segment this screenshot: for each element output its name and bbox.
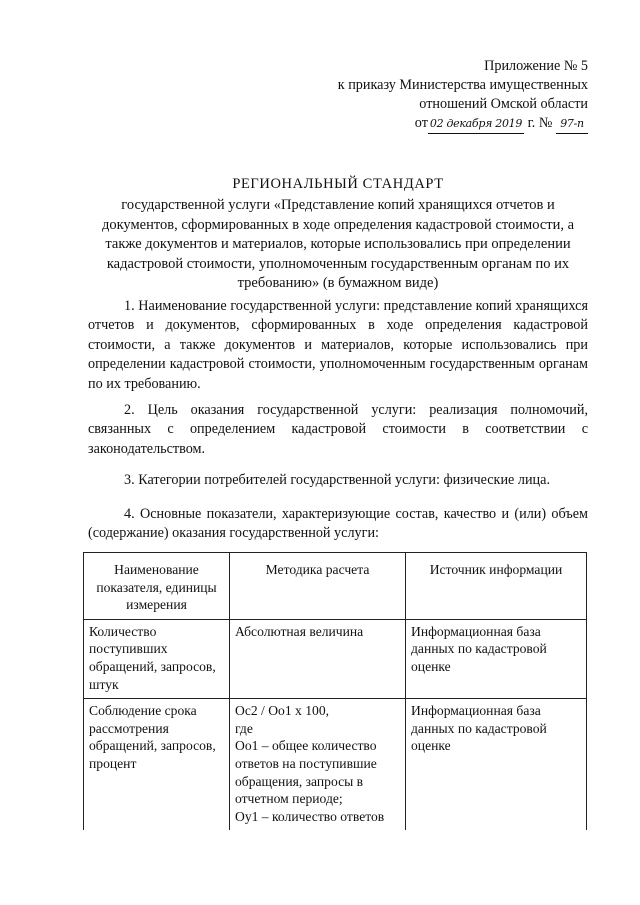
- header-method: Методика расчета: [230, 553, 406, 620]
- cell-source: Информационная база данных по кадастровой оценке: [406, 699, 587, 831]
- table-header-row: [84, 553, 587, 620]
- year-suffix: г. №: [527, 115, 553, 131]
- standard-heading: РЕГИОНАЛЬНЫЙ СТАНДАРТ: [232, 176, 444, 192]
- cell-source: Информационная база данных по кадастровой оценке: [406, 619, 587, 698]
- appendix-header: [268, 57, 588, 134]
- appendix-order-ref: к приказу Министерства имущественных: [337, 77, 588, 93]
- method-line: Оо1 – общее количество ответов на поступившие обращения, запросы в отчетном периоде;: [235, 738, 377, 807]
- indicators-table: [83, 552, 587, 830]
- date-prefix: от: [414, 115, 428, 131]
- table-row: [84, 699, 587, 831]
- cell-method: [230, 699, 406, 831]
- cell-indicator: Соблюдение срока рассмотрения обращений, запросов, процент: [84, 699, 230, 831]
- method-line: Оу1 – количество ответов: [235, 808, 385, 824]
- method-line: где: [235, 720, 253, 736]
- paragraph-service-name: 1. Наименование государственной услуги: представление копий хранящихся отчетов и документов, сформированных в ходе определения кадастровой стоимости, а также документов и материалов, которые использовались при определении кадастровой стоимости, уполномоченным государственным органам по их требованию.: [88, 298, 588, 392]
- appendix-ministry: отношений Омской области: [419, 96, 588, 112]
- header-indicator: Наименование показателя, единицы измерения: [84, 553, 230, 620]
- cell-indicator: Количество поступивших обращений, запросов, штук: [84, 619, 230, 698]
- handwritten-order-number: 97-п: [556, 114, 588, 134]
- document-title: [88, 175, 588, 293]
- paragraph-service-purpose: 2. Цель оказания государственной услуги: реализация полномочий, связанных с определением кадастровой стоимости в соответствии с законодательством.: [88, 402, 588, 457]
- handwritten-date: 02 декабря 2019: [428, 114, 524, 134]
- appendix-date-line: [268, 114, 588, 134]
- cell-method: [230, 619, 406, 698]
- table-row: [84, 619, 587, 698]
- standard-subtitle: государственной услуги «Представление копий хранящихся отчетов и документов, сформированных в ходе определения кадастровой стоимости, а также документов и материалов, которые использовались при определении кадастровой стоимости, уполномоченным государственным органам по их требованию» (в бумажном виде): [101, 197, 575, 292]
- method-line: Ос2 / Оо1 х 100,: [235, 703, 330, 719]
- header-source: Источник информации: [406, 553, 587, 620]
- paragraph-consumer-categories: 3. Категории потребителей государственной услуги: физические лица.: [124, 472, 550, 488]
- appendix-number: Приложение № 5: [484, 58, 588, 74]
- method-line: Абсолютная величина: [235, 623, 364, 639]
- paragraph-main-indicators: 4. Основные показатели, характеризующие состав, качество и (или) объем (содержание) оказания государственной услуги:: [88, 506, 588, 542]
